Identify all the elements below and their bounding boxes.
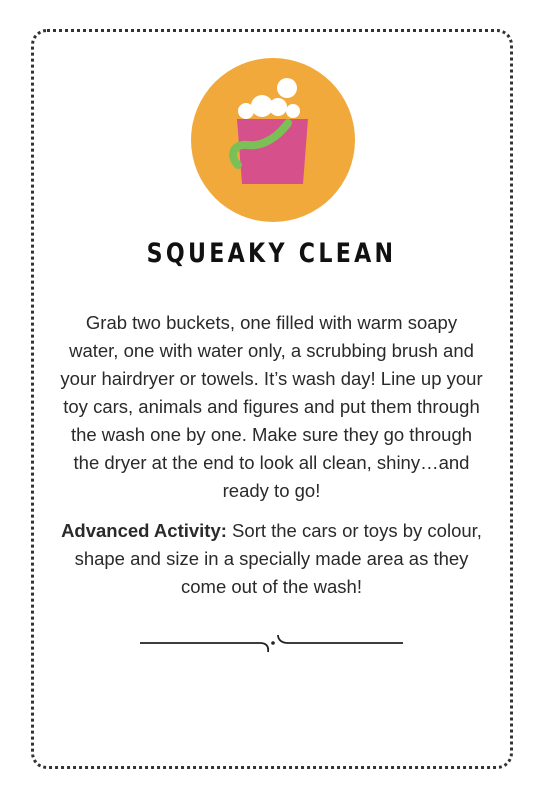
advanced-activity-label: Advanced Activity: [61,520,227,541]
card-title: SQUEAKY CLEAN [146,238,397,269]
activity-description: Grab two buckets, one filled with warm soapy water, one with water only, a scrubbing brush and your hairdryer or towels. It’s wash day! Line up your toy cars, animals and figures and put them through the wash one by one. Make sure they go through the dryer at the end to look all clean, shiny…and ready to go! [60,312,483,501]
bucket-with-bubbles-icon [190,57,356,223]
advanced-activity-text: Sort the cars or toys by colour, shape and size in a specially made area as they come out of the wash! [74,520,482,597]
advanced-activity [60,517,483,601]
ornamental-divider [140,630,403,656]
